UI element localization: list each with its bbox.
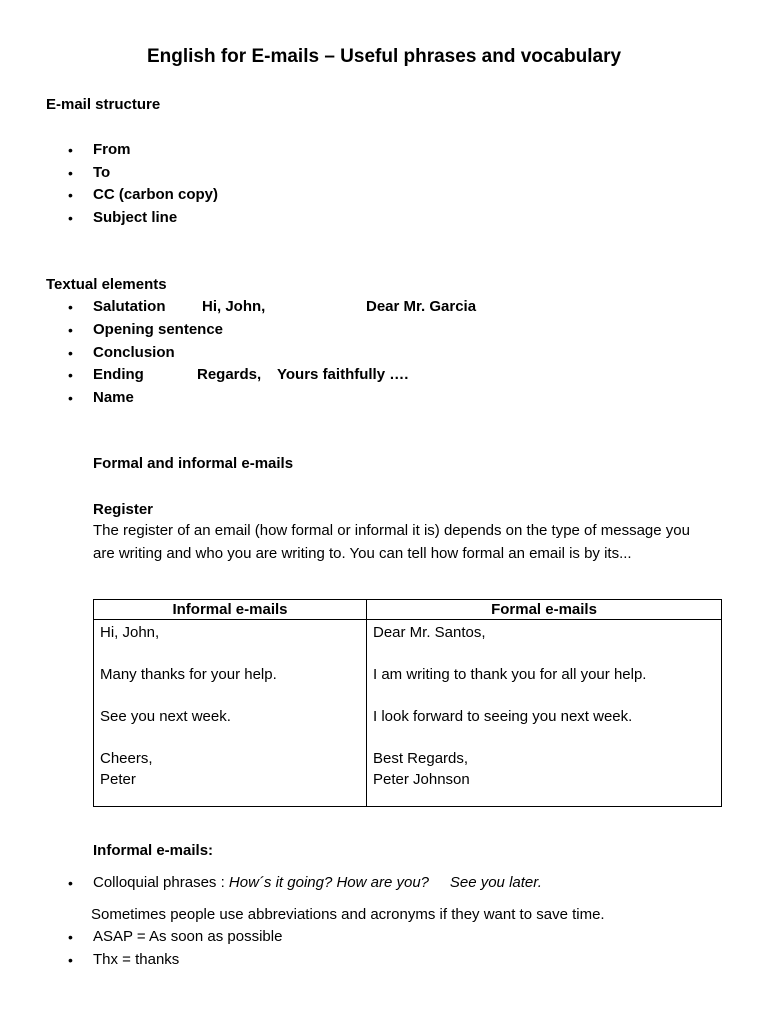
- structure-heading: E-mail structure: [46, 96, 161, 113]
- informal-signature: Peter: [100, 771, 136, 788]
- bullet-icon: •: [68, 210, 73, 226]
- table-header-formal: Formal e-mails: [367, 600, 722, 620]
- abbreviation-intro: Sometimes people use abbreviations and acronyms if they want to save time.: [91, 906, 605, 923]
- informal-heading: Informal e-mails:: [93, 842, 214, 859]
- register-paragraph: The register of an email (how formal or informal it is) depends on the type of message you are writing and who you are writing to. You can tell how formal an email is by its...: [93, 522, 690, 562]
- ending-example-formal: Yours faithfully ….: [277, 366, 409, 383]
- bullet-icon: •: [68, 952, 73, 968]
- formal-thanks: I am writing to thank you for all your help.: [373, 666, 647, 683]
- informal-example-cell: [94, 620, 367, 807]
- informal-signoff: Cheers,: [100, 750, 153, 767]
- formal-signature: Peter Johnson: [373, 771, 470, 788]
- structure-item-to: To: [93, 164, 111, 181]
- informal-thanks: Many thanks for your help.: [100, 666, 277, 683]
- bullet-icon: •: [68, 390, 73, 406]
- salutation-label: Salutation: [93, 298, 166, 315]
- salutation-example-formal: Dear Mr. Garcia: [366, 298, 477, 315]
- bullet-icon: •: [68, 142, 73, 158]
- bullet-icon: •: [68, 299, 73, 315]
- formal-greeting: Dear Mr. Santos,: [373, 624, 486, 641]
- colloquial-label: Colloquial phrases :: [93, 874, 229, 891]
- bullet-icon: •: [68, 345, 73, 361]
- bullet-icon: •: [68, 322, 73, 338]
- bullet-icon: •: [68, 929, 73, 945]
- register-heading: Register: [93, 501, 154, 518]
- bullet-icon: •: [68, 367, 73, 383]
- conclusion-label: Conclusion: [93, 344, 175, 361]
- formal-example-cell: [367, 620, 722, 807]
- bullet-icon: •: [68, 875, 73, 891]
- table-header-informal: Informal e-mails: [94, 600, 367, 620]
- structure-item-from: From: [93, 141, 131, 158]
- structure-item-subject: Subject line: [93, 209, 178, 226]
- informal-closing-sentence: See you next week.: [100, 708, 231, 725]
- opening-sentence-label: Opening sentence: [93, 321, 224, 338]
- name-label: Name: [93, 389, 134, 406]
- colloquial-examples: How´s it going? How are you? See you later.: [228, 874, 542, 891]
- textual-heading: Textual elements: [46, 276, 167, 293]
- abbreviation-asap: ASAP = As soon as possible: [93, 928, 283, 945]
- formal-signoff: Best Regards,: [373, 750, 469, 767]
- document-title: English for E-mails – Useful phrases and vocabulary: [146, 46, 622, 67]
- bullet-icon: •: [68, 165, 73, 181]
- formal-closing-sentence: I look forward to seeing you next week.: [373, 708, 633, 725]
- salutation-example-informal: Hi, John,: [202, 298, 266, 315]
- bullet-icon: •: [68, 187, 73, 203]
- abbreviation-thx: Thx = thanks: [93, 951, 180, 968]
- ending-label: Ending: [93, 366, 144, 383]
- formal-informal-heading: Formal and informal e-mails: [93, 455, 294, 472]
- colloquial-phrases: [93, 874, 542, 891]
- register-comparison-table: [93, 599, 722, 807]
- structure-item-cc: CC (carbon copy): [93, 186, 219, 203]
- ending-example-informal: Regards,: [197, 366, 262, 383]
- informal-greeting: Hi, John,: [100, 624, 160, 641]
